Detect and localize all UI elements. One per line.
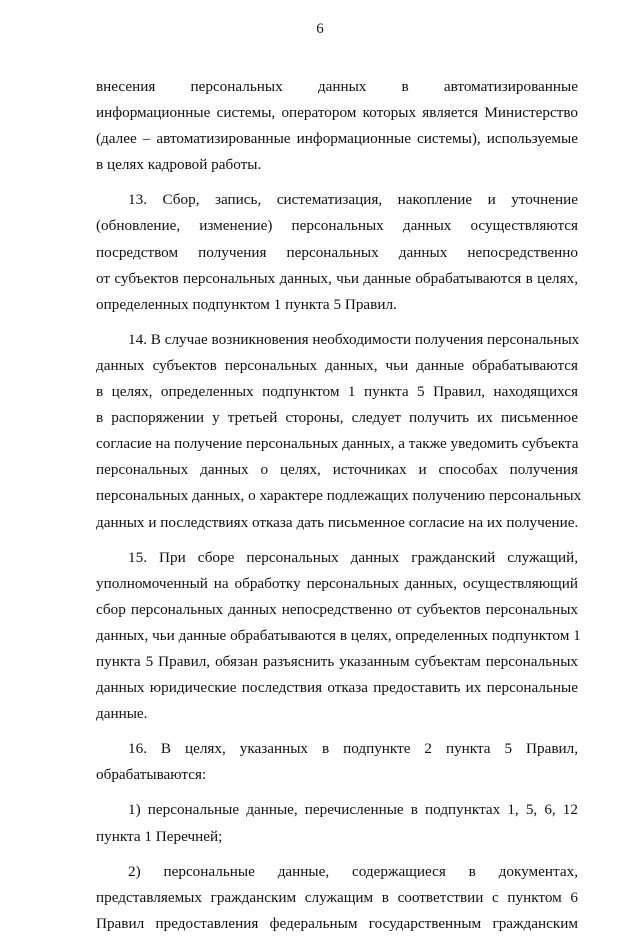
text-line: внесения персональных данных в автоматизированные [96, 78, 578, 95]
text-line: 1) персональные данные, перечисленные в подпунктах 1, 5, 6, 12 [128, 801, 578, 819]
text-line: данных и последствиях отказа дать письменное согласие на их получение. [96, 513, 579, 531]
paragraph-16-item-2 [96, 859, 578, 937]
text-line: 15. При сборе персональных данных гражданский служащий, [128, 548, 578, 566]
text-line: данных субъектов персональных данных, чьи данные обрабатываются [96, 356, 578, 374]
text-line: уполномоченный на обработку персональных данных, осуществляющий [96, 574, 578, 592]
document-body [96, 74, 582, 937]
text-line: данных юридические последствия отказа предоставить их персональные [96, 679, 578, 697]
text-line: пункта 5 Правил, обязан разъяснить указанным субъектам персональных [96, 652, 578, 670]
text-line: от субъектов персональных данных, чьи данные обрабатываются в целях, [96, 269, 578, 287]
paragraph-14 [96, 327, 582, 536]
text-line: данных, чьи данные обрабатываются в целях, определенных подпунктом 1 [96, 626, 581, 644]
paragraph-15 [96, 545, 581, 728]
text-line: в целях кадровой работы. [96, 156, 262, 174]
text-line: персональных данных, о характере подлежащих получению персональных [96, 487, 582, 505]
text-line: определенных подпунктом 1 пункта 5 Правил. [96, 295, 397, 313]
text-line: 14. В случае возникновения необходимости получения персональных [128, 330, 580, 348]
paragraph-12-continuation [96, 74, 578, 178]
page-number: 6 [316, 21, 324, 37]
text-line: данные. [96, 705, 148, 723]
text-line: обрабатываются: [96, 766, 207, 784]
text-line: посредством получения персональных данных непосредственно [96, 243, 578, 261]
text-line: в распоряжении у третьей стороны, следует получить их письменное [96, 409, 578, 427]
text-line: (далее – автоматизированные информационные системы), используемые [96, 130, 578, 148]
text-line: информационные системы, оператором которых является Министерство [96, 104, 578, 122]
paragraph-16 [96, 736, 578, 788]
text-line: 2) персональные данные, содержащиеся в документах, [128, 862, 578, 880]
text-line: (обновление, изменение) персональных данных осуществляются [96, 217, 578, 235]
paragraph-13 [96, 187, 578, 317]
paragraph-16-item-1 [96, 797, 578, 849]
text-line: пункта 1 Перечней; [96, 827, 223, 845]
text-line: в целях, определенных подпунктом 1 пункта 5 Правил, находящихся [96, 383, 578, 401]
text-line: 13. Сбор, запись, систематизация, накопление и уточнение [128, 191, 578, 209]
text-line: 16. В целях, указанных в подпункте 2 пункта 5 Правил, [128, 740, 578, 758]
text-line: Правил предоставления федеральным государственным гражданским [96, 914, 578, 932]
text-line: сбор персональных данных непосредственно от субъектов персональных [96, 600, 578, 618]
text-line: персональных данных о целях, источниках и способах получения [96, 461, 578, 479]
text-line: согласие на получение персональных данных, а также уведомить субъекта [96, 435, 579, 453]
text-line: представляемых гражданским служащим в соответствии с пунктом 6 [96, 888, 578, 906]
